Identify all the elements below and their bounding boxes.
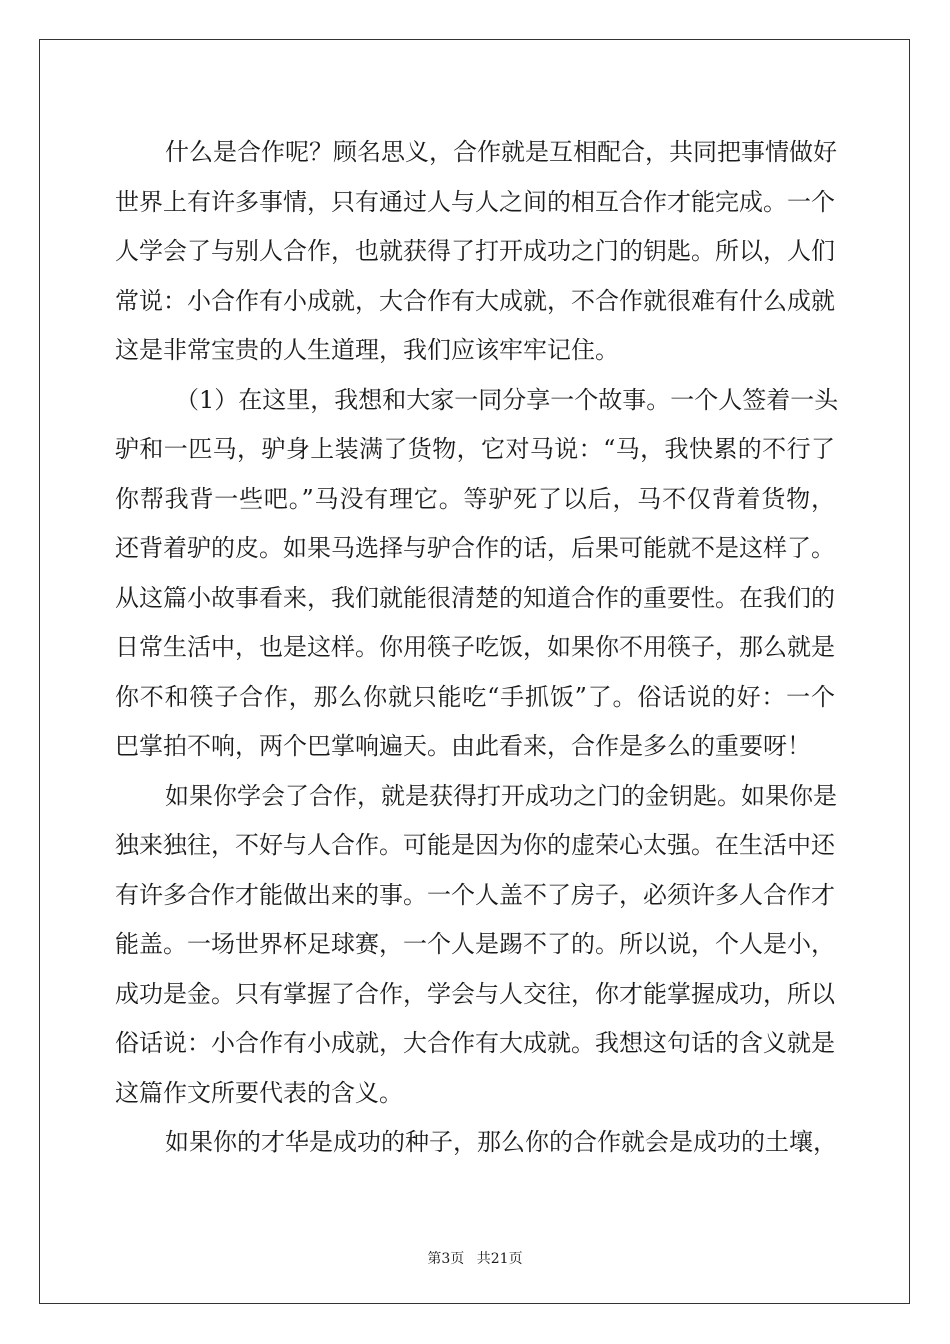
text-line: 如果你的才华是成功的种子，那么你的合作就会是成功的土壤， xyxy=(165,1128,837,1156)
page-total: 共21页 xyxy=(476,1251,523,1267)
text-line: 日常生活中，也是这样。你用筷子吃饭，如果你不用筷子，那么就是 xyxy=(115,633,835,661)
text-line: （1）在这里，我想和大家一同分享一个故事。一个人签着一头 xyxy=(175,385,839,414)
paragraph-2 xyxy=(115,376,839,772)
text-line: 还背着驴的皮。如果马选择与驴合作的话，后果可能就不是这样了。 xyxy=(115,534,835,562)
text-line: 成功是金。只有掌握了合作，学会与人交往，你才能掌握成功，所以 xyxy=(115,979,835,1008)
text-line: 世界上有许多事情，只有通过人与人之间的相互合作才能完成。一个 xyxy=(115,187,835,216)
text-line: 从这篇小故事看来，我们就能很清楚的知道合作的重要性。在我们的 xyxy=(115,583,835,612)
document-body xyxy=(115,128,839,1168)
text-line: 你不和筷子合作，那么你就只能吃“手抓饭”了。俗话说的好：一个 xyxy=(115,682,835,711)
page-footer xyxy=(0,1248,950,1268)
text-line: 独来独往，不好与人合作。可能是因为你的虚荣心太强。在生活中还 xyxy=(115,831,835,859)
text-line: 巴掌拍不响，两个巴掌响遍天。由此看来，合作是多么的重要呀！ xyxy=(115,732,811,760)
page-number: 第3页 xyxy=(427,1251,465,1267)
text-line: 这是非常宝贵的人生道理，我们应该牢牢记住。 xyxy=(115,336,619,364)
text-line: 如果你学会了合作，就是获得打开成功之门的金钥匙。如果你是 xyxy=(165,781,837,810)
text-line: 常说：小合作有小成就，大合作有大成就，不合作就很难有什么成就 xyxy=(115,286,835,315)
text-line: 你帮我背一些吧。”马没有理它。等驴死了以后，马不仅背着货物， xyxy=(115,484,835,513)
text-line: 驴和一匹马，驴身上装满了货物，它对马说：“马，我快累的不行了 xyxy=(115,435,835,463)
paragraph-4 xyxy=(115,1118,835,1168)
text-line: 这篇作文所要代表的含义。 xyxy=(115,1078,403,1107)
text-line: 能盖。一场世界杯足球赛，一个人是踢不了的。所以说，个人是小， xyxy=(115,930,835,958)
paragraph-3 xyxy=(115,772,835,1119)
text-line: 有许多合作才能做出来的事。一个人盖不了房子，必须许多人合作才 xyxy=(115,880,835,909)
text-line: 什么是合作呢？顾名思义，合作就是互相配合，共同把事情做好 xyxy=(165,138,837,166)
text-line: 俗话说：小合作有小成就，大合作有大成就。我想这句话的含义就是 xyxy=(115,1029,835,1057)
paragraph-1 xyxy=(115,128,835,376)
text-line: 人学会了与别人合作，也就获得了打开成功之门的钥匙。所以，人们 xyxy=(115,237,835,265)
